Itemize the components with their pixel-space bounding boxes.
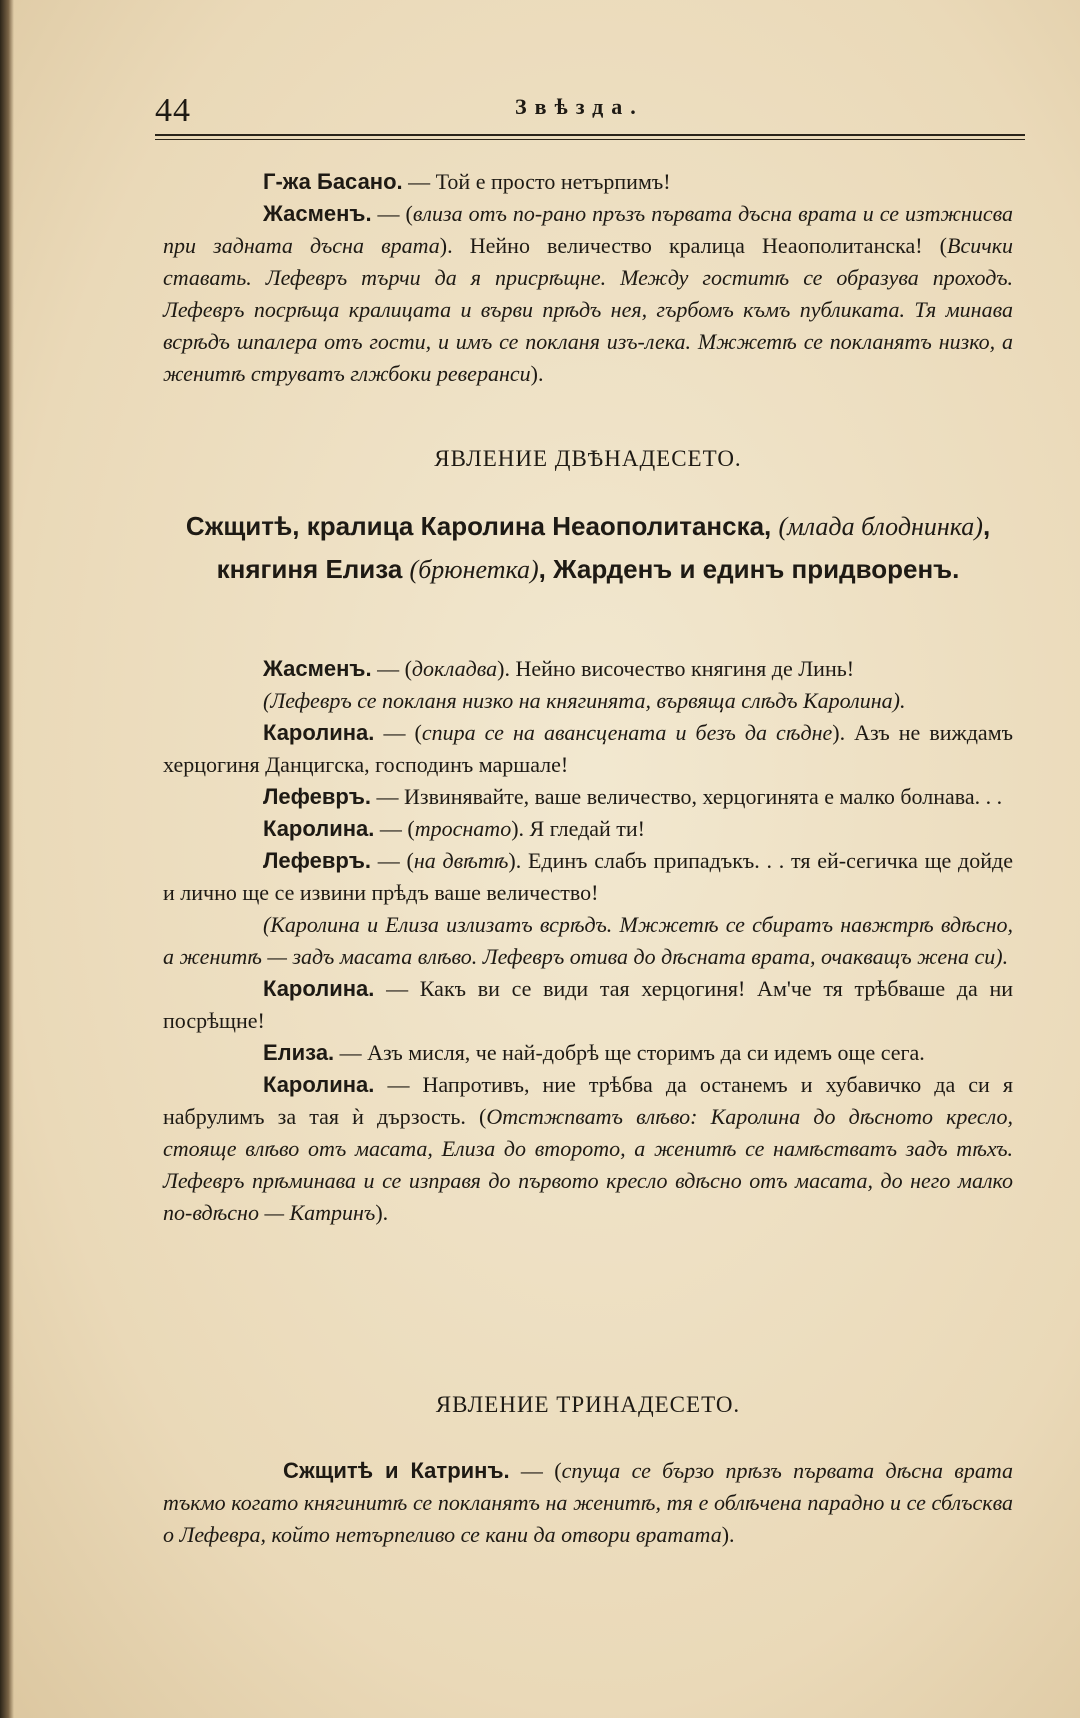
- line-text: ). Нейно величество кралица Неаополитанска! (: [439, 233, 948, 258]
- line-text: — Какъ ви се види тая херцогиня! Ам'че тя трѣбваше да ни посрѣщне!: [163, 976, 1013, 1033]
- speaker-name: Каролина.: [263, 976, 375, 1001]
- dialogue-line: [163, 813, 1013, 845]
- line-text: ).: [530, 361, 544, 386]
- stage-direction: троснато: [414, 816, 512, 841]
- line-text: — (: [509, 1458, 562, 1483]
- page-number: 44: [155, 92, 191, 129]
- speaker-name: Жасменъ.: [263, 201, 372, 226]
- speaker-name: Лефевръ.: [263, 848, 371, 873]
- dialogue-line: [163, 717, 1013, 781]
- line-text: — Извинявайте, ваше величество, херцогинята е малко болнава. . .: [370, 784, 1003, 809]
- line-text: — (: [371, 201, 413, 226]
- line-text: ).: [721, 1522, 735, 1547]
- text-block-3: [163, 1455, 1013, 1551]
- dialogue-line: [163, 845, 1013, 909]
- speaker-name: Каролина.: [263, 816, 375, 841]
- line-text: — (: [371, 656, 412, 681]
- text-block-1: [163, 166, 1013, 390]
- dialogue-line: [163, 1455, 1013, 1551]
- dialogue-line: [163, 1069, 1013, 1229]
- speaker-name: Каролина.: [263, 1072, 375, 1097]
- header-rule-thin: [155, 139, 1025, 140]
- scene-heading: ЯВЛЕНИЕ ТРИНАДЕСЕТО.: [435, 1392, 741, 1417]
- speaker-name: Каролина.: [263, 720, 375, 745]
- speaker-name: Елиза.: [263, 1040, 335, 1065]
- dialogue-line: [163, 198, 1013, 390]
- stage-direction: докладва: [411, 656, 498, 681]
- stage-direction-paragraph: [163, 909, 1013, 973]
- line-text: ). Нейно височество княгиня де Линь!: [497, 656, 855, 681]
- stage-direction: Всички ставать. Лефевръ търчи да я присрѣщне. Между гоститѣ се образува проходъ. Лефевръ посрѣща кралицата и върви прѣдъ нея, гърбомъ къмъ публиката. Тя минава всрѣдъ шпалера отъ гости, и имъ се покланя изъ-лека. Мжжетѣ се покланятъ низко, а женитѣ струватъ глжбоки реверанси: [163, 233, 1014, 386]
- line-text: ). Я гледай ти!: [511, 816, 646, 841]
- stage-direction: спуща се бързо прѣзъ първата дѣсна врата тъкмо когато княгинитѣ се покланятъ на женитѣ, тя е облѣчена парадно и се сблъсква о Лефевра, който нетърпеливо се кани да отвори вратата: [163, 1458, 1013, 1547]
- stage-direction: (Каролина и Елиза излизатъ всрѣдъ. Мжжетѣ се сбиратъ навжтрѣ вдѣсно, а женитѣ — задъ масата влѣво. Лефевръ отива до дѣсната врата, очакващъ жена си).: [163, 912, 1013, 969]
- line-text: — Азъ мисля, че най-добрѣ ще сторимъ да си идемъ още сега.: [334, 1040, 925, 1065]
- line-text: ). Азъ не виждамъ херцогиня Данцигска, господинъ маршале!: [163, 720, 1013, 777]
- line-text: — (: [374, 816, 415, 841]
- stage-direction: (Лефевръ се покланя низко на княгинята, вървяща слѣдъ Каролина).: [263, 688, 906, 713]
- running-title: Звѣзда.: [515, 94, 644, 119]
- line-text: — Напротивъ, ние трѣбва да останемъ и хубавичко да си я набрулимъ за тая ѝ дързость. (: [163, 1072, 1013, 1129]
- stage-direction: Отстжпватъ влѣво: Каролина до дѣсното кресло, стояще влѣво отъ масата, Елиза до второто, а женитѣ се намѣстватъ задъ тѣхъ. Лефевръ прѣминава и се изправя до първото кресло вдѣсно отъ масата, до него малко по-вдѣсно — Катринъ: [163, 1104, 1013, 1225]
- cast-note: (млада блоднинка): [778, 512, 983, 541]
- dialogue-line: [163, 166, 1013, 198]
- line-text: ). Единъ слабъ припадъкъ. . . тя ей-сегичка ще дойде и лично ще се извини прѣдъ ваше величество!: [163, 848, 1013, 905]
- speaker-name: Жасменъ.: [263, 656, 372, 681]
- cast-note: (брюнетка): [409, 555, 539, 584]
- stage-direction: на двѣтѣ: [413, 848, 509, 873]
- speaker-name: Г-жа Басано.: [263, 169, 403, 194]
- line-text: — (: [370, 848, 414, 873]
- stage-direction-paragraph: [163, 685, 1013, 717]
- stage-direction: спира се на авансцената и безъ да сѣдне: [421, 720, 833, 745]
- dialogue-line: [163, 781, 1013, 813]
- speaker-name: Сжщитѣ и Катринъ.: [283, 1458, 510, 1483]
- cast-names: , Жарденъ и единъ придворенъ.: [538, 554, 960, 584]
- header-rule: [155, 134, 1025, 136]
- speaker-name: Лефевръ.: [263, 784, 371, 809]
- line-text: — (: [374, 720, 422, 745]
- cast-list: [163, 505, 1013, 591]
- stage-direction: влиза отъ по-рано пръзъ първата дъсна врата и се изтжнисва при задната дъсна врата: [163, 201, 1013, 258]
- scene-heading: ЯВЛЕНИЕ ДВѢНАДЕСЕТО.: [434, 446, 742, 471]
- dialogue-line: [163, 1037, 1013, 1069]
- text-block-2: [163, 653, 1013, 1229]
- cast-names: Сжщитѣ, кралица Каролина Неаополитанска,: [185, 511, 779, 541]
- cast-names: , княгиня Елиза: [216, 511, 991, 584]
- line-text: ).: [375, 1200, 389, 1225]
- book-spine-shadow: [0, 0, 14, 1718]
- line-text: — Той е просто нетърпимъ!: [402, 169, 671, 194]
- dialogue-line: [163, 973, 1013, 1037]
- dialogue-line: [163, 653, 1013, 685]
